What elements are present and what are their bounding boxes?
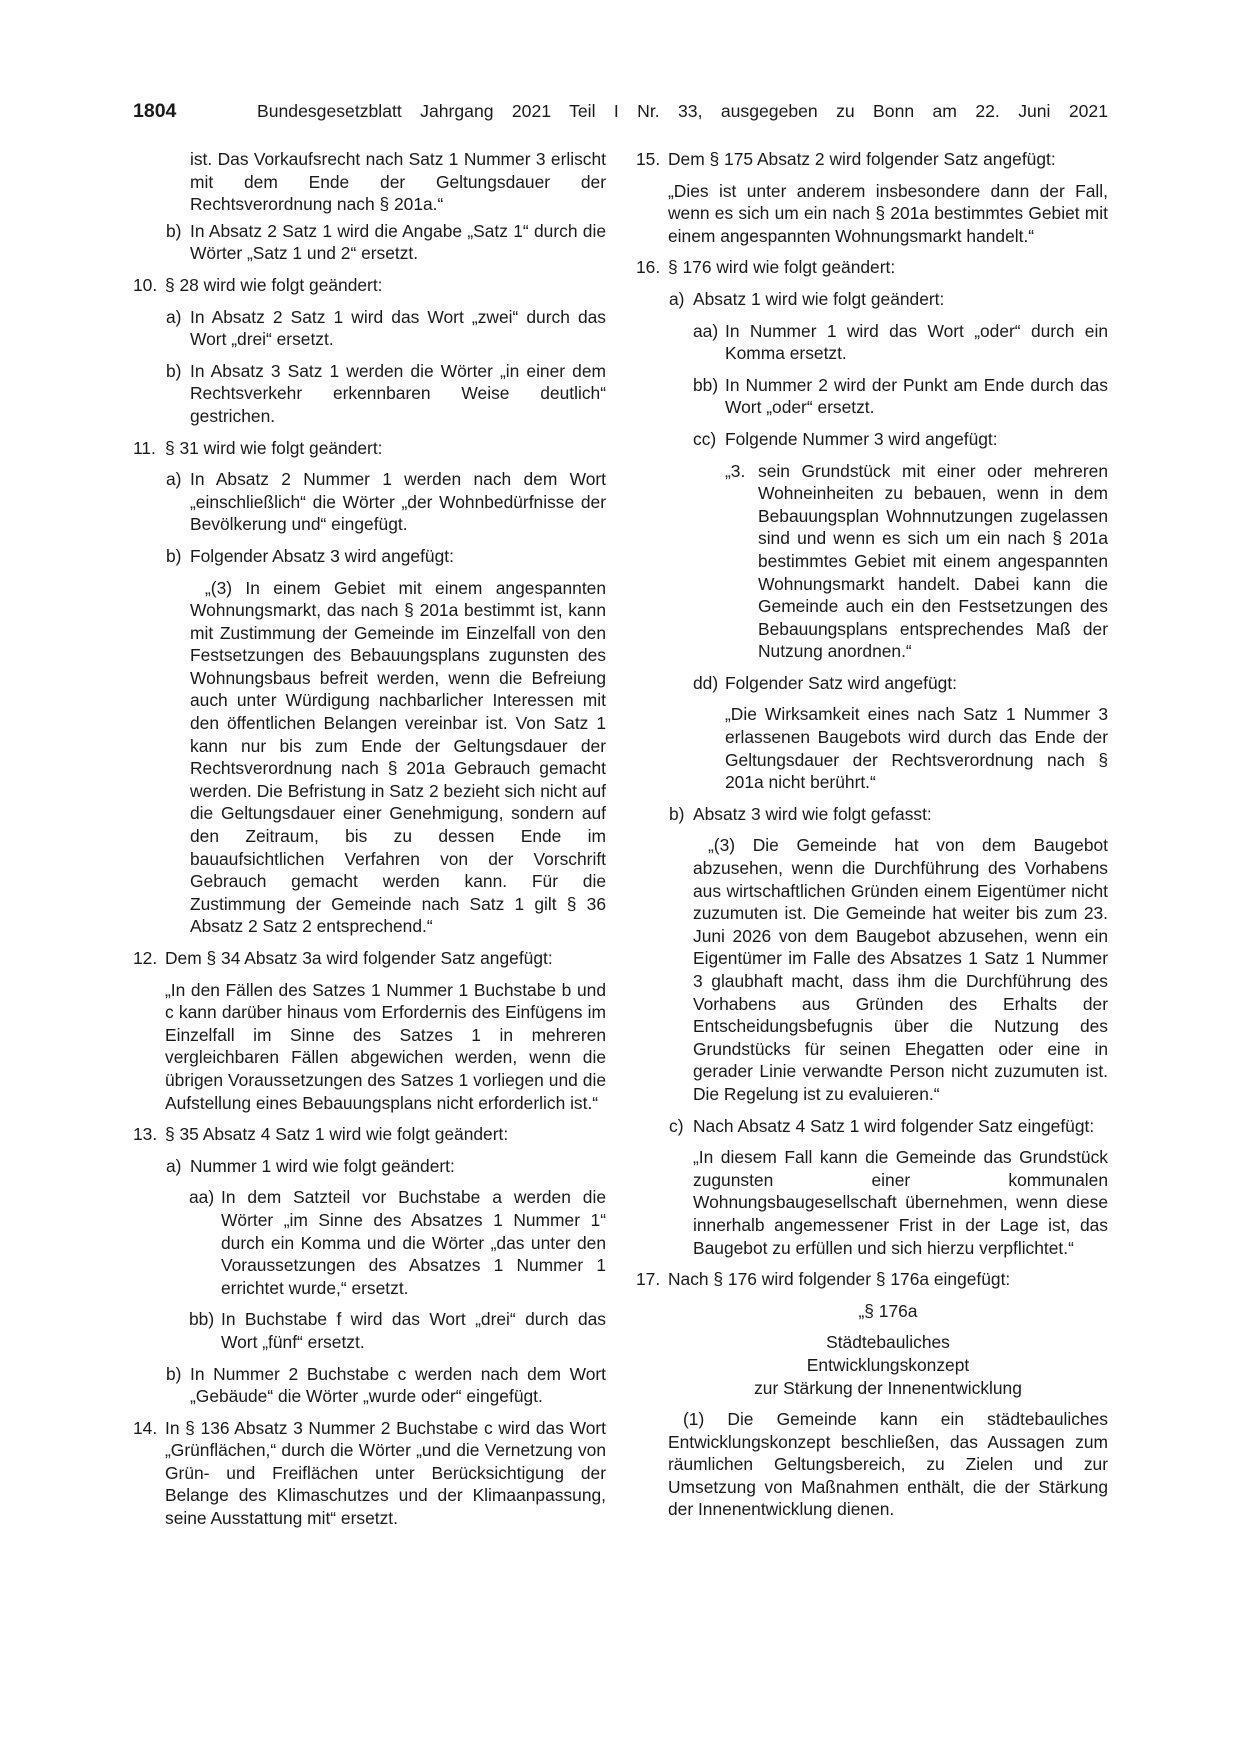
item-16a: a) Absatz 1 wird wie folgt geändert: [669,288,945,309]
item-16: 16. § 176 wird wie folgt geändert: [636,257,896,278]
item-16c: c) Nach Absatz 4 Satz 1 wird folgender Satz eingefügt: [669,1115,1095,1136]
item-13a: a) Nummer 1 wird wie folgt geändert: [166,1155,455,1176]
item-13b: b) In Nummer 2 Buchstabe c werden nach dem Wort „Gebäude“ die Wörter „wurde oder“ eingefügt. [166,1363,606,1407]
quote-176-4: „In diesem Fall kann die Gemeinde das Grundstück zugunsten einer kommunalen Wohnungsbaugesellschaft übernehmen, wenn diese innerhalb angemessener Frist in der Lage ist, das Baugebot zu erfüllen und sich hierzu verpflichtet.“ [693,1147,1108,1258]
quote-176-3: „(3) Die Gemeinde hat von dem Baugebot abzusehen, wenn die Durchführung des Vorhabens aus wirtschaftlichen Gründen einem Eigentümer nicht zuzumuten ist. Die Gemeinde hat weiter bis zum 23. Juni 2026 von dem Baugebot abzusehen, wenn ein Eigentümer im Falle des Absatzes 1 Satz 1 Nummer 3 glaubhaft macht, dass ihm die Durchführung des Vorhabens aus Gründen des Erhalts der Entscheidungsbefugnis über die Nutzung des Grundstücks für seinen Ehegatten oder eine in gerader Linie verwandte Person nicht zuzumuten ist. Die Regelung ist zu evaluieren.“ [693,835,1108,1104]
gazette-title: Bundesgesetzblatt Jahrgang 2021 Teil I Nr. 33, ausgegeben zu Bonn am 22. Juni 2021 [257,101,1108,121]
quote-31-3: „(3) In einem Gebiet mit einem angespannten Wohnungsmarkt, das nach § 201a bestimmt ist, kann mit Zustimmung der Gemeinde im Einzelfall von den Festsetzungen des Bebauungsplans zugunsten des Wohnungsbaus befreit werden, wenn die Befreiung auch unter Würdigung nachbarlicher Interessen mit den öffentlichen Belangen vereinbar ist. Von Satz 1 kann nur bis zum Ende der Geltungsdauer der Rechtsverordnung nach § 201a Gebrauch gemacht werden. Die Befristung in Satz 2 bezieht sich nicht auf die Geltungsdauer einer Genehmigung, sondern auf den Zeitraum, bis zu dessen Ende im bauaufsichtlichen Verfahren von der Vorschrift Gebrauch gemacht werden kann. Für die Zustimmung der Gemeinde nach Satz 1 gilt § 36 Absatz 2 Satz 2 entsprechend.“ [190,577,606,937]
item-16a-aa: aa) In Nummer 1 wird das Wort „oder“ durch ein Komma ersetzt. [693,320,1108,364]
section-176a-title-line1: Städtebauliches [826,1332,950,1353]
page-number: 1804 [133,100,177,122]
item-10: 10. § 28 wird wie folgt geändert: [133,274,383,295]
item-11: 11. § 31 wird wie folgt geändert: [133,437,383,458]
section-176a-heading: „§ 176a [858,1300,918,1321]
item-12: 12. Dem § 34 Absatz 3a wird folgender Satz angefügt: [133,948,553,968]
item-13a-aa: aa) In dem Satzteil vor Buchstabe a werden die Wörter „im Sinne des Absatzes 1 Nummer 1“ durch ein Komma und die Wörter „das unter den Voraussetzungen des Absatzes 1 Nummer 1 errichtet wurde,“ ersetzt. [189,1187,606,1298]
item-11b: b) Folgender Absatz 3 wird angefügt: [166,545,454,566]
right-column [636,148,1108,1521]
item-16b: b) Absatz 3 wird wie folgt gefasst: [669,803,932,824]
section-176a-para-1: (1) Die Gemeinde kann ein städtebauliches Entwicklungskonzept beschließen, das Aussagen zum räumlichen Geltungsbereich, zu Zielen und zur Umsetzung von Maßnahmen enthält, die der Stärkung der Innenentwicklung dienen. [668,1409,1108,1520]
continuation-text: ist. Das Vorkaufsrecht nach Satz 1 Nummer 3 erlischt mit dem Ende der Geltungsdauer der Rechtsverordnung nach § 201a.“ [190,149,606,215]
item-14: 14. In § 136 Absatz 3 Nummer 2 Buchstabe c wird das Wort „Grünflächen,“ durch die Wörter „und die Vernetzung von Grün- und Freiflächen unter Berücksichtigung der Belange des Klimaschutzes und der Klimaanpassung, seine Ausstattung mit“ ersetzt. [133,1417,606,1529]
item-16a-bb: bb) In Nummer 2 wird der Punkt am Ende durch das Wort „oder“ ersetzt. [693,374,1108,418]
item-15: 15. Dem § 175 Absatz 2 wird folgender Satz angefügt: [636,149,1056,169]
quote-175-2: „Dies ist unter anderem insbesondere dann der Fall, wenn es sich um ein nach § 201a bestimmtes Gebiet mit einem angespannten Wohnungsmarkt handelt.“ [668,180,1108,246]
item-13a-bb: bb) In Buchstabe f wird das Wort „drei“ durch das Wort „fünf“ ersetzt. [189,1309,606,1352]
left-column [133,148,606,1530]
item-9b: b) In Absatz 2 Satz 1 wird die Angabe „Satz 1“ durch die Wörter „Satz 1 und 2“ ersetzt. [166,220,606,264]
section-176a-title-line3: zur Stärkung der Innenentwicklung [754,1377,1022,1398]
quote-34-3a: „In den Fällen des Satzes 1 Nummer 1 Buchstabe b und c kann darüber hinaus vom Erfordernis des Einfügens im Einzelfall im Sinne des Satzes 1 in mehreren vergleichbaren Fällen abgewichen werden, wenn die übrigen Voraussetzungen des Satzes 1 vorliegen und die Aufstellung eines Bebauungsplans nicht erforderlich ist.“ [165,979,606,1113]
item-17: 17. Nach § 176 wird folgender § 176a eingefügt: [636,1269,1011,1290]
item-16a-cc: cc) Folgende Nummer 3 wird angefügt: [693,428,998,449]
item-10a: a) In Absatz 2 Satz 1 wird das Wort „zwei“ durch das Wort „drei“ ersetzt. [166,306,606,350]
item-11a: a) In Absatz 2 Nummer 1 werden nach dem Wort „einschließlich“ die Wörter „der Wohnbedürfnisse der Bevölkerung und“ eingefügt. [166,469,606,535]
quote-176-dd: „Die Wirksamkeit eines nach Satz 1 Nummer 3 erlassenen Baugebots wird durch das Ende der Geltungsdauer der Rechtsverordnung nach § 201a nicht berührt.“ [725,704,1108,793]
item-13: 13. § 35 Absatz 4 Satz 1 wird wie folgt geändert: [133,1124,509,1145]
item-16a-dd: dd) Folgender Satz wird angefügt: [693,672,958,693]
item-10b: b) In Absatz 3 Satz 1 werden die Wörter „in einer dem Rechtsverkehr erkennbaren Weise deutlich“ gestrichen. [166,360,606,426]
section-176a-title-line2: Entwicklungskonzept [806,1354,970,1375]
quote-176-1-nr3: „3. sein Grundstück mit einer oder mehreren Wohneinheiten zu bebauen, wenn in dem Bebauungsplan Wohnnutzungen zugelassen sind und wenn es sich um ein nach § 201a bestimmtes Gebiet mit einem angespannten Wohnungsmarkt handelt. Dabei kann die Gemeinde auch ein den Festsetzungen des Bebauungsplans entsprechendes Maß der Nutzung anordnen.“ [725,460,1108,662]
